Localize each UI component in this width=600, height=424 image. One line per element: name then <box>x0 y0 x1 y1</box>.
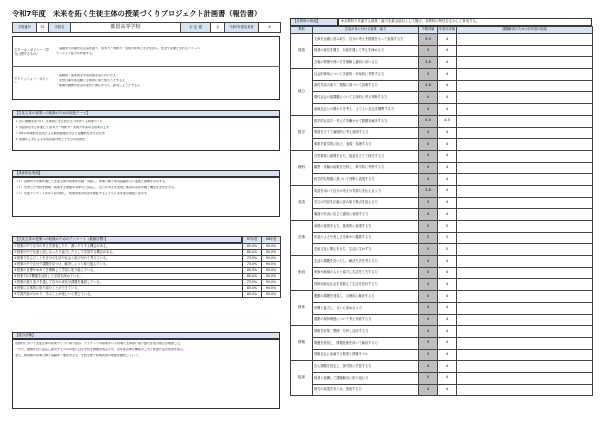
action-line: （１）各教科で年間を通じて生徒主体の授業を計画・実践し、授業公開と研究協議を行い成果と課題を共有する。 <box>15 180 169 183</box>
next-year-action <box>457 372 593 384</box>
next-year-action <box>457 69 593 81</box>
col-midterm: 中間評価 <box>419 27 438 34</box>
subject-row <box>291 92 593 104</box>
subject-row <box>291 361 593 373</box>
next-year-action <box>457 291 593 303</box>
competency-text: 事象を数学的に捉え、表現・処理する力 <box>313 139 419 151</box>
theme-line: １ 自ら課題を見つけ、主体的に学び続ける力を育てる授業づくり <box>15 120 103 123</box>
subject-row <box>291 185 593 197</box>
page-title: 令和7年度 未来を拓く生徒主体の授業づくりプロジェクト計画書（報告書） <box>12 10 262 18</box>
yearend-score: 4 <box>438 127 457 139</box>
subject-row <box>291 244 593 256</box>
subject-row <box>291 34 593 46</box>
subject-row <box>291 256 593 268</box>
school-policy-label: スクール・ポリシー（学力に関するもの） <box>14 48 49 56</box>
midterm-score: 4 <box>419 314 438 326</box>
subject-row <box>291 372 593 384</box>
next-year-action <box>457 104 593 116</box>
yearend-score: 5 <box>438 232 457 244</box>
survey-r7-value: 70.0% <box>243 262 262 268</box>
subject-row <box>291 150 593 162</box>
subjects-table <box>290 26 593 396</box>
theme-line: ４ 評価の工夫による学習意欲の向上と学びの自覚化 <box>15 138 85 141</box>
survey-item: ⑦授業の振り返りを通して自分の成長や課題を確認している。 <box>13 280 243 286</box>
next-year-action <box>457 139 593 151</box>
survey-r8-value: 90.0% <box>262 274 281 280</box>
next-year-action <box>457 45 593 57</box>
yearend-score: 4 <box>438 209 457 221</box>
midterm-score: 4 <box>419 256 438 268</box>
policy-box <box>12 36 280 100</box>
midterm-score: 4 <box>419 162 438 174</box>
midterm-score: 4 <box>419 326 438 338</box>
admission-policy-label: アドミッション・ポリシー <box>14 77 49 85</box>
competency-text: 観察・実験の結果を分析し、科学的に考察する力 <box>313 162 419 174</box>
competency-text: 生活の課題を見いだし、解決方法を考える力 <box>313 256 419 268</box>
competency-text: 情報を収集・整理・分析し活用する力 <box>313 326 419 338</box>
subject-row <box>291 349 593 361</box>
admission-policy-line: ・基礎的・基本的な学習習慣を身に付けた人 <box>56 74 117 77</box>
next-year-action <box>457 256 593 268</box>
midterm-score: 3.8 <box>419 185 438 197</box>
midterm-score: 4 <box>419 267 438 279</box>
competency-text: 社会的事象について多面的・多角的に考察する力 <box>313 69 419 81</box>
evaluation-line: また、教員間の授業公開と協議を一層充実させ、学校全体で授業改善の取組を継続していく。 <box>15 354 141 357</box>
yearend-score: 4 <box>438 326 457 338</box>
survey-r7-value: 85.0% <box>243 268 262 274</box>
survey-r8-value: 90.0% <box>262 280 281 286</box>
applicants-label: 令和7年度応募者 <box>225 23 259 33</box>
survey-col-r8: R8年度 <box>262 237 281 244</box>
next-year-action <box>457 221 593 233</box>
midterm-score: 4 <box>419 302 438 314</box>
midterm-score: 4 <box>419 127 438 139</box>
subject-row <box>291 80 593 92</box>
subject-row <box>291 57 593 69</box>
midterm-score: 4 <box>419 45 438 57</box>
midterm-score: 4 <box>419 337 438 349</box>
competency-text: 仲間と協力し、互いに高め合う力 <box>313 302 419 314</box>
next-year-action <box>457 384 593 396</box>
survey-r7-value: 75.0% <box>243 256 262 262</box>
next-year-action <box>457 162 593 174</box>
yearend-score: 4 <box>438 314 457 326</box>
subject-name: 理科 <box>291 150 313 185</box>
yearend-score: 4 <box>438 57 457 69</box>
midterm-score: 4 <box>419 291 438 303</box>
survey-header: 【生徒主体の授業への転換のためのアンケート（数値目標）】 <box>12 236 242 243</box>
competency-text: 持続可能な社会を見据えて生活を設計する力 <box>313 279 419 291</box>
subject-row <box>291 232 593 244</box>
next-year-action <box>457 209 593 221</box>
survey-r8-value: 90.0% <box>262 250 281 256</box>
competency-text: 筋道を立てて論理的に考え説明する力 <box>313 127 419 139</box>
subject-row <box>291 45 593 57</box>
col-yearend: 年度末評価 <box>438 27 457 34</box>
admission-policy-line: ・地域の課題や社会の変化に関心をもち、探究しようとする人 <box>56 84 141 87</box>
yearend-score: 4 <box>438 256 457 268</box>
subject-name: 家庭 <box>291 256 313 291</box>
next-year-action <box>457 150 593 162</box>
midterm-score: 5 <box>419 244 438 256</box>
competency-text: 自然事象に疑問をもち、仮説を立てて探究する力 <box>313 150 419 162</box>
subjects-header: 【各教科の取組】 <box>290 18 338 26</box>
yearend-score: 4 <box>438 302 457 314</box>
midterm-score: 4.5 <box>419 115 438 127</box>
competency-text: 健康の保持増進について考え実践する力 <box>313 314 419 326</box>
next-year-action <box>457 337 593 349</box>
next-year-action <box>457 174 593 186</box>
yearend-score: 4 <box>438 162 457 174</box>
yearend-score: 4 <box>438 384 457 396</box>
midterm-score: 4 <box>419 372 438 384</box>
actions-header: 【具体的な取組】 <box>12 170 280 177</box>
survey-table <box>12 236 281 298</box>
subject-row <box>291 384 593 396</box>
midterm-score: 5 <box>419 232 438 244</box>
yearend-score: 4 <box>438 34 457 46</box>
survey-r8-value: 90.0% <box>262 262 281 268</box>
midterm-score: 4 <box>419 384 438 396</box>
yearend-score: 4 <box>438 174 457 186</box>
subject-row <box>291 174 593 186</box>
competency-text: 言葉の特徴や使い方を理解し適切に用いる力 <box>313 57 419 69</box>
survey-item: ⑧授業に主体的に取り組むことができている。 <box>13 286 243 292</box>
survey-r7-value: 80.0% <box>243 292 262 298</box>
course-type: 全 <box>211 23 225 33</box>
next-year-action <box>457 92 593 104</box>
subject-row <box>291 209 593 221</box>
next-year-action <box>457 127 593 139</box>
yearend-score: 4 <box>438 45 457 57</box>
competency-text: 英語を用いて自分の考えや気持ちを伝え合う力 <box>313 185 419 197</box>
yearend-score: 5 <box>438 244 457 256</box>
next-year-action <box>457 326 593 338</box>
subject-row <box>291 221 593 233</box>
midterm-score: 5 <box>419 221 438 233</box>
survey-item: ⑨学習内容が分かり、学ぶことが楽しいと感じている。 <box>13 292 243 298</box>
competency-text: 作品のよさや美しさを味わい鑑賞する力 <box>313 232 419 244</box>
midterm-score: 4 <box>419 279 438 291</box>
competency-text: 他者と協働して課題解決に取り組む力 <box>313 372 419 384</box>
theme-line: ３ ICTの効果的な活用による個別最適な学びと協働的な学びの充実 <box>15 132 105 135</box>
yearend-score: 4 <box>438 291 457 303</box>
survey-r8-value: 90.0% <box>262 292 281 298</box>
subject-name: 国語 <box>291 34 313 69</box>
survey-item: ⑥授業でICT機器を活用して学習を深めている。 <box>13 274 243 280</box>
evaluation-header: 【総合評価】 <box>12 332 280 339</box>
yearend-score: 4 <box>438 349 457 361</box>
school-info-table <box>12 22 281 33</box>
midterm-score: 4 <box>419 69 438 81</box>
midterm-score: 3.8 <box>419 80 438 92</box>
next-year-action <box>457 185 593 197</box>
competency-text: 英文の内容を正確に読み取り要点を捉える力 <box>313 197 419 209</box>
school-policy-line: ケーション能力を育成する。 <box>56 52 95 55</box>
competency-text: 資料を読み取り、根拠に基づいて説明する力 <box>313 80 419 92</box>
midterm-score: 3.9 <box>419 34 438 46</box>
themes-header: 【生徒主体の授業への転換のための取組テーマ】 <box>12 110 280 117</box>
subject-row <box>291 326 593 338</box>
subject-name: 保体 <box>291 291 313 326</box>
subject-row <box>291 314 593 326</box>
competency-text: 場面や状況に応じて適切に表現する力 <box>313 209 419 221</box>
next-year-action <box>457 314 593 326</box>
next-year-action <box>457 34 593 46</box>
actions-box <box>12 177 280 217</box>
midterm-score: 4 <box>419 92 438 104</box>
col-competency: 生徒が身に付ける資質・能力 <box>313 27 419 34</box>
subject-row <box>291 139 593 151</box>
admission-policy-line: ・学校行事や部活動に主体的に取り組もうとする人 <box>56 79 126 82</box>
competency-text: 問題を発見し、情報技術を用いて解決する力 <box>313 337 419 349</box>
yearend-score: 4 <box>438 267 457 279</box>
evaluation-line: 一方で、課題を自ら設定し探究する力の育成には引き続き課題が残るため、次年度は単元構成の工夫と評価方法の改善を図る。 <box>15 348 186 351</box>
yearend-score: 4 <box>438 185 457 197</box>
survey-r7-value: 80.0% <box>243 274 262 280</box>
survey-item: ②授業の中で友達と話し合ったり協力したりして学習する機会がある。 <box>13 250 243 256</box>
midterm-score: 4 <box>419 197 438 209</box>
yearend-score: 4 <box>438 372 457 384</box>
survey-r7-value: 80.0% <box>243 286 262 292</box>
yearend-score: 4.5 <box>438 115 457 127</box>
next-year-action <box>457 232 593 244</box>
applicants-count: 6 <box>259 23 281 33</box>
subject-row <box>291 267 593 279</box>
competency-text: 探究の成果をまとめ、発表する力 <box>313 384 419 396</box>
yearend-score: 4 <box>438 150 457 162</box>
next-year-action <box>457 361 593 373</box>
midterm-score: 4 <box>419 209 438 221</box>
yearend-score: 4 <box>438 197 457 209</box>
survey-col-r7: R7年度 <box>243 237 262 244</box>
next-year-action <box>457 57 593 69</box>
subject-row <box>291 104 593 116</box>
subject-name: 情報 <box>291 326 313 361</box>
next-year-action <box>457 115 593 127</box>
next-year-action <box>457 279 593 291</box>
school-name-label: 学校名 <box>49 23 71 33</box>
yearend-score: 4 <box>438 139 457 151</box>
action-line: （２）学習した内容を整理・説明する場面を各単元に設定し、自己の考えを表現し他者の意見を聞く機会を充実させる。 <box>15 186 178 189</box>
survey-r8-value: 90.0% <box>262 244 281 250</box>
midterm-score: 4 <box>419 139 438 151</box>
subject-name: 数学 <box>291 115 313 150</box>
competency-text: 文章を正確に読み取り、自分の考えを根拠をもって表現する力 <box>313 34 419 46</box>
school-name: 都留高等学校 <box>71 23 181 33</box>
survey-r7-value: 75.0% <box>243 280 262 286</box>
competency-text: 現代社会の諸課題について主体的に考え判断する力 <box>313 92 419 104</box>
subject-row <box>291 115 593 127</box>
next-year-action <box>457 302 593 314</box>
subject-row <box>291 127 593 139</box>
midterm-score: 4 <box>419 361 438 373</box>
yearend-score: 4 <box>438 80 457 92</box>
competency-text: 科学的な根拠に基づいて判断し表現する力 <box>313 174 419 186</box>
yearend-score: 4 <box>438 69 457 81</box>
subject-row <box>291 197 593 209</box>
col-subject: 教科 <box>291 27 313 34</box>
yearend-score: 4 <box>438 279 457 291</box>
midterm-score: 4 <box>419 150 438 162</box>
midterm-score: 4 <box>419 349 438 361</box>
subject-name: 地公 <box>291 69 313 116</box>
next-year-action <box>457 80 593 92</box>
subject-name: 芸術 <box>291 221 313 256</box>
subject-row <box>291 291 593 303</box>
survey-r8-value: 90.0% <box>262 256 281 262</box>
competency-text: 地域社会との関わりを考え、よりよい社会を構想する力 <box>313 104 419 116</box>
subject-name: 英語 <box>291 185 313 220</box>
yearend-score: 5 <box>438 221 457 233</box>
survey-r7-value: 80.0% <box>243 250 262 256</box>
next-year-action <box>457 349 593 361</box>
action-line: （３）生徒アンケートを年２回実施し、授業改善の状況を検証するとともに次年度の取組へ生かす。 <box>15 192 150 195</box>
subject-row <box>291 302 593 314</box>
competency-text: 家族や地域の人々と協力し生活を工夫する力 <box>313 267 419 279</box>
next-year-action <box>457 197 593 209</box>
midterm-score: 3.8 <box>419 57 438 69</box>
next-year-action <box>457 244 593 256</box>
midterm-score: 4 <box>419 174 438 186</box>
competency-text: 数学的な見方・考え方を働かせて問題を解決する力 <box>313 115 419 127</box>
competency-text: 表現の意図をもち、創造的に表現する力 <box>313 221 419 233</box>
yearend-score: 4 <box>438 104 457 116</box>
midterm-score: 4 <box>419 104 438 116</box>
survey-item: ③授業で学んだことを自分の生活や社会と結び付けて考えている。 <box>13 256 243 262</box>
survey-item: ④授業の中で自分で課題を見つけ、解決しようと取り組んでいる。 <box>13 262 243 268</box>
survey-item: ①授業の中で自分の考えを発表したり、書いたりする機会がある。 <box>13 244 243 250</box>
subject-row <box>291 69 593 81</box>
subject-row <box>291 337 593 349</box>
survey-r8-value: 90.0% <box>262 286 281 292</box>
course-type-label: 全･定･通 <box>181 23 211 33</box>
survey-r8-value: 90.0% <box>262 268 281 274</box>
next-year-action <box>457 267 593 279</box>
school-policy-line: ・基礎学力の確実な定着を図り、思考力・判断力・表現力を向上させながら、社会で必要とされるコミュニ <box>56 47 200 50</box>
competency-text: 芸術文化に関心をもち、生活に生かす力 <box>313 244 419 256</box>
yearend-score: 4 <box>438 361 457 373</box>
theme-line: ２ 対話的な学びを通して思考力・判断力・表現力を高める授業の工夫 <box>15 126 109 129</box>
subjects-note: ※全教科で共通する資質・能力を重点項目として掲げ、各教科の特性を生かして育成する。 <box>338 18 592 26</box>
yearend-score: 4 <box>438 92 457 104</box>
subject-row <box>291 162 593 174</box>
subject-name: 総探 <box>291 361 313 396</box>
yearend-score: 4 <box>438 337 457 349</box>
evaluation-line: 各教科において生徒主体の授業づくりに取り組み、アンケートの結果からも授業に主体的に取り組む生徒の割合が増加した。 <box>15 342 184 345</box>
col-next-year: 課題解決のための次年度の取組 <box>457 27 593 34</box>
survey-r7-value: 85.0% <box>243 244 262 250</box>
school-no-label: 学校番号 <box>13 23 37 33</box>
competency-text: 運動の課題を発見し、合理的に解決する力 <box>313 291 419 303</box>
competency-text: 他者の意見を聞き、対話を通して考えを深める力 <box>313 45 419 57</box>
school-no: 32 <box>37 23 49 33</box>
competency-text: 情報社会に参画する態度と情報モラル <box>313 349 419 361</box>
subject-row <box>291 279 593 291</box>
survey-item: ⑤授業の目標やめあてを理解して学習に取り組んでいる。 <box>13 268 243 274</box>
competency-text: 自ら課題を設定し、探究的に学習する力 <box>313 361 419 373</box>
